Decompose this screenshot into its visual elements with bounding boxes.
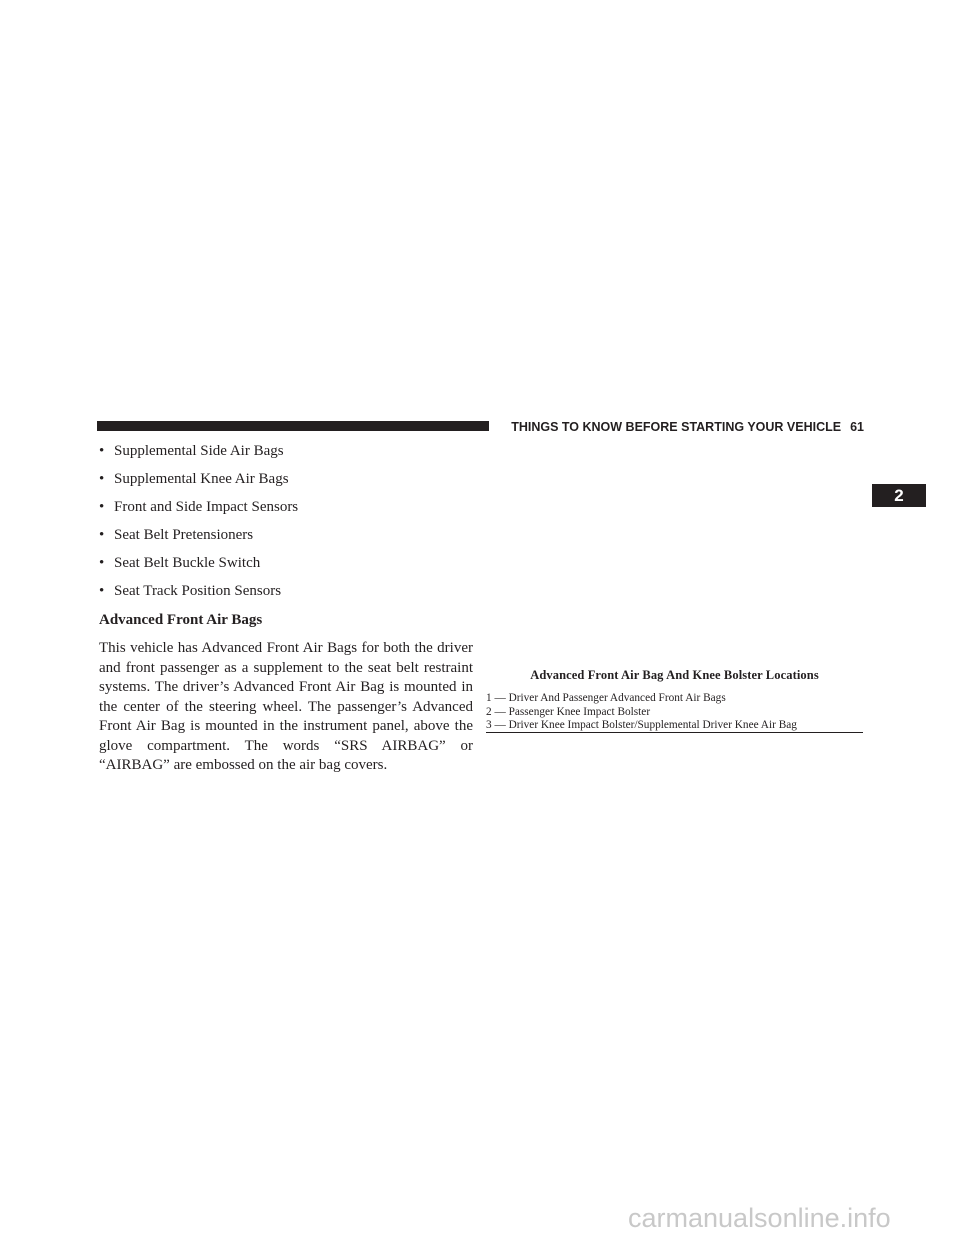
list-item-text: Seat Belt Pretensioners — [114, 527, 254, 543]
list-item-text: Seat Track Position Sensors — [114, 583, 282, 599]
list-item-text: Front and Side Impact Sensors — [114, 499, 299, 515]
list-item — [99, 554, 479, 573]
legend-divider — [486, 732, 863, 733]
bullet-icon: • — [99, 527, 105, 543]
bullet-icon: • — [99, 583, 105, 599]
list-item-text: Supplemental Knee Air Bags — [114, 471, 289, 487]
bullet-icon: • — [99, 499, 105, 515]
list-item-text: Seat Belt Buckle Switch — [114, 555, 261, 571]
chapter-tab: 2 — [872, 484, 926, 507]
list-item — [99, 582, 479, 601]
legend-item: 2 — Passenger Knee Impact Bolster — [486, 705, 651, 718]
section-body-paragraph: This vehicle has Advanced Front Air Bags for both the driver and front passenger as a supplement to the seat belt restraint systems. The driver’s Advanced Front Air Bag is mounted in the center of the steering wheel. The passenger’s Advanced Front Air Bag is mounted in the instrument panel, above the glove compartment. The words “SRS AIRBAG” or “AIRBAG” are embossed on the air bag covers. — [99, 640, 473, 773]
legend-item: 3 — Driver Knee Impact Bolster/Supplemental Driver Knee Air Bag — [486, 719, 797, 731]
list-item — [99, 498, 479, 517]
list-item — [99, 470, 479, 489]
list-item-text: Supplemental Side Air Bags — [114, 443, 284, 459]
page-number: 61 — [850, 420, 864, 434]
bullet-icon: • — [99, 471, 105, 487]
figure-legend — [486, 692, 860, 733]
header-rule-bar — [97, 421, 489, 431]
running-header-title: THINGS TO KNOW BEFORE STARTING YOUR VEHICLE — [511, 420, 842, 434]
feature-bullet-list — [99, 442, 479, 610]
legend-item: 1 — Driver And Passenger Advanced Front Air Bags — [486, 692, 726, 704]
running-header — [500, 419, 864, 435]
bullet-icon: • — [99, 555, 105, 571]
list-item — [99, 442, 479, 461]
watermark-text: carmanualsonline.info — [628, 1203, 891, 1233]
section-heading: Advanced Front Air Bags — [99, 612, 263, 628]
list-item — [99, 526, 479, 545]
bullet-icon: • — [99, 443, 105, 459]
figure-caption: Advanced Front Air Bag And Knee Bolster Locations — [530, 668, 819, 682]
